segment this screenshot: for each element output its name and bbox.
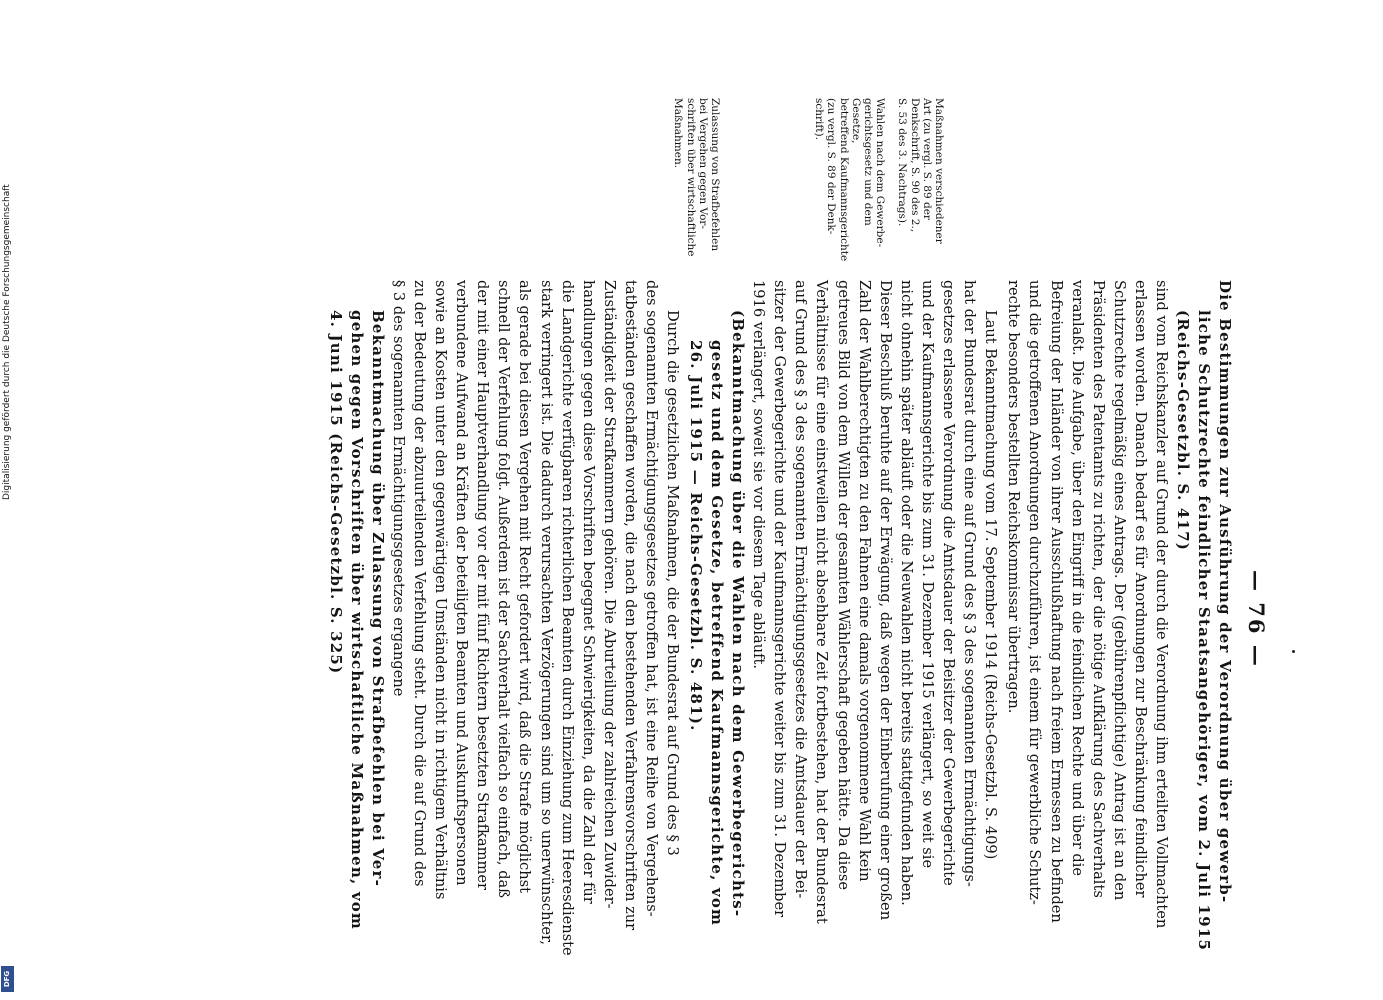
text-line: Schutzrechte regelmäßig eines Antrags. Der (gebührenpflichtige) Antrag ist an den	[1110, 280, 1128, 901]
text-line: verbundene Aufwand an Kräften der beteiligten Beamten und Auskunftspersonen	[453, 280, 471, 886]
heading-line: gesetz und dem Gesetze, betreffend Kaufmannsgerichte, vom	[708, 340, 727, 927]
rotated-document-page	[35, 10, 1365, 990]
text-line: des sogenannten Ermächtigungsgesetzes getroffen hat, ist eine Reihe von Vergehens-	[643, 280, 661, 917]
text-line: rechte besonders bestellten Reichskommissar übertragen.	[1005, 280, 1023, 714]
text-line: nicht ohnehin später abläuft oder die Neuwahlen nicht bereits stattgefunden haben.	[897, 280, 915, 906]
margin-note-line: (zu vergl. S. 89 der Denk-	[825, 98, 838, 235]
text-line: als gerade bei diesen Vergehen mit Recht gefordert wird, daß die Strafe möglichst	[516, 280, 534, 893]
margin-note-line: Art (zu vergl. S. 89 der	[920, 98, 933, 220]
text-line: Durch die gesetzlichen Maßnahmen, die der Bundesrat auf Grund des § 3	[664, 310, 682, 856]
heading-line: 26. Juli 1915 — Reichs-Gesetzbl. S. 481).	[687, 340, 706, 732]
dfg-logo	[1, 966, 14, 992]
text-line: getreues Bild von dem Willen der gesamten Wählerschaft gegeben hätte. Da diese	[834, 280, 852, 891]
text-line: sitzer der Gewerbegerichte und der Kaufmannsgerichte weiter bis zum 31. Dezember	[771, 280, 789, 918]
text-line: hat der Bundesrat durch eine auf Grund des § 3 des sogenannten Ermächtigungs-	[961, 280, 979, 887]
digitization-credit: Digitalisierung gefördert durch die Deutsche Forschungsgemeinschaft	[2, 184, 12, 500]
text-line: Laut Bekanntmachung vom 17. September 1914 (Reichs-Gesetzbl. S. 409)	[982, 310, 1000, 860]
text-line: tatbeständen geschaffen worden, die nach den bestehenden Verfahrensvorschriften zur	[621, 280, 639, 931]
text-line: Zahl der Wahlberechtigten zu den Fahnen eine damals vorgenommene Wahl kein	[855, 280, 873, 882]
text-line: Zuständigkeit der Strafkammern gehören. Die Aburteilung der zahlreichen Zuwider-	[600, 280, 618, 909]
margin-note-line: Denkschrift, S. 90 des 2.,	[908, 98, 921, 233]
text-line: die Landgerichte verfügbaren richterlichen Beamten durch Einziehung zum Heeresdienste	[558, 280, 576, 956]
margin-note	[672, 98, 721, 268]
margin-note-line: S. 53 des 3. Nachtrags).	[896, 98, 909, 227]
text-line: stark verringert ist. Die dadurch verursachten Verzögerungen sind um so unerwünschter,	[537, 280, 555, 945]
text-line: Befreiung der Inländer von ihrer Ausschlußhaftung nach freiem Ermessen zu befinden	[1047, 280, 1065, 923]
text-line: handlungen gegen diese Vorschriften begegnet Schwierigkeiten, da die Zahl der für	[579, 280, 597, 904]
text-line: 1916 verlängert, soweit sie vor diesem Tage abläuft.	[750, 280, 768, 670]
left-margin-strip	[0, 0, 16, 1000]
text-line: Dieser Beschluß beruhte auf der Erwägung, daß wegen der Einberufung einer großen	[876, 280, 894, 921]
text-line: zu der Bedeutung der abzuurteilenden Verfehlung steht. Durch die auf Grund des	[411, 280, 428, 887]
margin-note-line: Maßnahmen.	[672, 98, 685, 169]
page-number: — 76 —	[1244, 570, 1269, 668]
scan-speck	[1292, 650, 1295, 653]
heading-line: Die Bestimmungen zur Ausführung der Verordnung über gewerb-	[1216, 280, 1234, 904]
margin-note-line: schrift).	[813, 98, 826, 140]
text-line: § 3 des sogenannten Ermächtigungsgesetzes ergangene	[389, 280, 407, 697]
text-line: sind vom Reichskanzler auf Grund der durch die Verordnung ihm erteilten Vollmachten	[1153, 280, 1170, 929]
margin-notes	[662, 98, 945, 268]
heading-line: liche Schutzrechte feindlicher Staatsangehöriger, vom 2. Juli 1915	[1195, 310, 1213, 952]
main-text-column	[325, 280, 1235, 980]
margin-note-line: gerichtsgesetz und dem Gesetze,	[849, 98, 874, 226]
text-line: Verhältnisse für eine einstweilen nicht absehbare Zeit fortbestehen, hat der Bundesrat	[813, 280, 831, 924]
margin-note-line: Maßnahmen verschiedener	[933, 98, 945, 244]
margin-note-line: schriften über wirtschaftliche	[684, 98, 697, 257]
dfg-logo-text: DFG	[3, 970, 12, 988]
text-line: veranlaßt. Die Aufgabe, über den Eingriff in die feindlichen Rechte und über die	[1068, 280, 1086, 876]
text-line: schnell der Verfehlung folgt. Außerdem ist der Sachverhalt vielfach so einfach, daß	[495, 280, 513, 898]
margin-note-line: betreffend Kaufmannsgerichte	[837, 98, 850, 262]
text-line: und die getroffenen Anordnungen durchzuführen, ist einem für gewerbliche Schutz-	[1026, 280, 1044, 905]
text-line: der mit einer Hauptverhandlung vor der mit fünf Richtern besetzten Strafkammer	[474, 280, 492, 890]
heading-line: (Bekanntmachung über die Wahlen nach dem Gewerbegerichts-	[729, 310, 748, 918]
margin-note	[813, 98, 886, 268]
text-line: sowie an Kosten unter den gegenwärtigen Umständen nicht in richtigem Verhältnis	[432, 280, 450, 900]
margin-note-line: Wahlen nach dem Gewerbe-	[874, 98, 887, 248]
heading-line: Bekanntmachung über Zulassung von Strafbefehlen bei Ver-	[368, 310, 387, 888]
heading-line: gehen gegen Vorschriften über wirtschaftliche Maßnahmen, vom	[347, 310, 366, 931]
heading-line: (Reichs-Gesetzbl. S. 417)	[1174, 310, 1192, 552]
text-line: Präsidenten des Patentamts zu richten, der die nötige Aufklärung des Sachverhalts	[1089, 280, 1107, 898]
text-line: auf Grund des § 3 des sogenannten Ermächtigungsgesetzes die Amtsdauer der Bei-	[792, 280, 810, 899]
text-line: und der Kaufmannsgerichte bis zum 31. Dezember 1915 verlängert, so weit sie	[918, 280, 936, 869]
margin-note-line: Zulassung von Strafbefehlen	[708, 98, 721, 252]
text-line: gesetzes erlassene Verordnung die Amtsdauer der Beisitzer der Gewerbegerichte	[940, 280, 958, 886]
margin-note	[896, 98, 945, 268]
heading-line: 4. Juni 1915 (Reichs-Gesetzbl. S. 325)	[326, 310, 345, 675]
margin-note-line: bei Vergehen gegen Vor-	[696, 98, 709, 229]
text-line: erlassen worden. Danach bedarf es für Anordnungen zur Beschränkung feindlicher	[1131, 280, 1149, 898]
